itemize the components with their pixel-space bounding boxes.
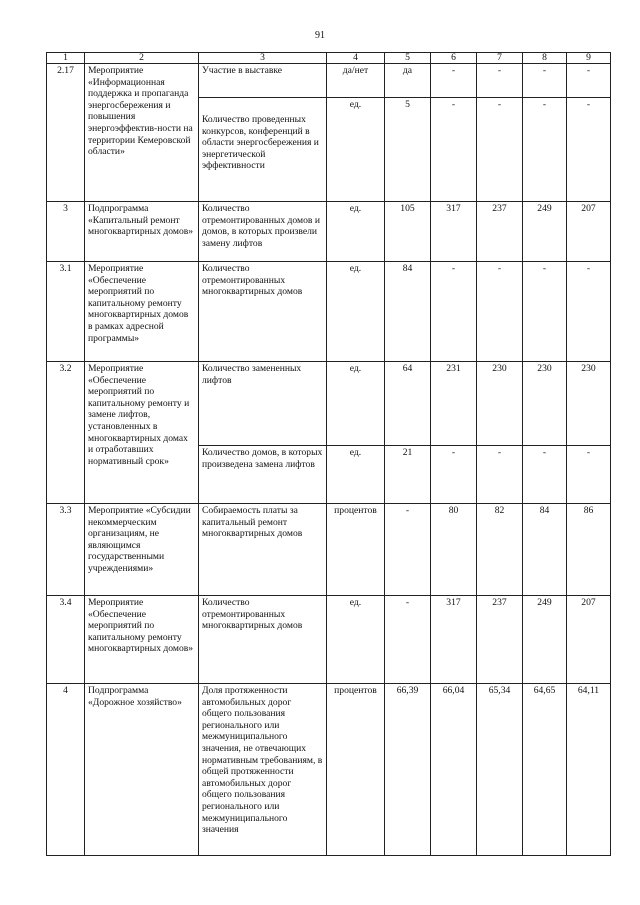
- unit-cell: ед.: [327, 596, 385, 684]
- header-cell: 5: [385, 53, 431, 64]
- table-row: [47, 504, 611, 596]
- value-cell: -: [523, 64, 567, 98]
- value-cell: -: [431, 262, 477, 362]
- header-cell: 7: [477, 53, 523, 64]
- header-cell: 2: [85, 53, 199, 64]
- header-cell: 8: [523, 53, 567, 64]
- value-cell: -: [567, 64, 611, 98]
- header-cell: 3: [199, 53, 327, 64]
- measure-name: Мероприятие «Информационная поддержка и пропаганда энергосбережения и повышения энергоэффектив-ности на территории Кемеровской области»: [85, 64, 199, 202]
- value-cell: 230: [523, 362, 567, 446]
- value-cell: 317: [431, 202, 477, 262]
- value-cell: 21: [385, 446, 431, 504]
- header-cell: 9: [567, 53, 611, 64]
- value-cell: -: [431, 98, 477, 202]
- indicator-text: Количество замененных лифтов: [199, 362, 327, 446]
- value-cell: 230: [567, 362, 611, 446]
- value-cell: -: [567, 446, 611, 504]
- header-cell: 6: [431, 53, 477, 64]
- value-cell: -: [477, 98, 523, 202]
- unit-cell: ед.: [327, 262, 385, 362]
- value-cell: 66,04: [431, 684, 477, 856]
- header-cell: 1: [47, 53, 85, 64]
- indicators-table: [46, 52, 611, 856]
- value-cell: 207: [567, 202, 611, 262]
- row-id: 3.1: [47, 262, 85, 362]
- row-id: 3.2: [47, 362, 85, 504]
- value-cell: -: [431, 446, 477, 504]
- table-row: [47, 202, 611, 262]
- row-id: 4: [47, 684, 85, 856]
- measure-name: Подпрограмма «Капитальный ремонт многоквартирных домов»: [85, 202, 199, 262]
- value-cell: 64,11: [567, 684, 611, 856]
- table-row: [47, 64, 611, 98]
- indicator-text: Количество отремонтированных домов и домов, в которых произвели замену лифтов: [199, 202, 327, 262]
- indicator-text: Собираемость платы за капитальный ремонт многоквартирных домов: [199, 504, 327, 596]
- unit-cell: процентов: [327, 684, 385, 856]
- value-cell: -: [523, 262, 567, 362]
- value-cell: да: [385, 64, 431, 98]
- value-cell: 64: [385, 362, 431, 446]
- measure-name: Мероприятие «Обеспечение мероприятий по капитальному ремонту и замене лифтов, установленных в многоквартирных домах и отработавших нормативный срок»: [85, 362, 199, 504]
- value-cell: 317: [431, 596, 477, 684]
- value-cell: 207: [567, 596, 611, 684]
- row-id: 2.17: [47, 64, 85, 202]
- indicator-text: Доля протяженности автомобильных дорог общего пользования регионального или межмуниципального значения, не отвечающих нормативным требованиям, в общей протяженности автомобильных дорог общего пользования регионального или межмуниципального значения: [199, 684, 327, 856]
- unit-cell: ед.: [327, 446, 385, 504]
- page-number: 91: [315, 30, 325, 41]
- unit-cell: процентов: [327, 504, 385, 596]
- value-cell: 231: [431, 362, 477, 446]
- table-row: [47, 262, 611, 362]
- indicator-text: Участие в выставке: [199, 64, 327, 98]
- unit-cell: ед.: [327, 202, 385, 262]
- value-cell: 82: [477, 504, 523, 596]
- table-row: [47, 684, 611, 856]
- table-row: [47, 362, 611, 446]
- unit-cell: ед.: [327, 98, 385, 202]
- value-cell: -: [523, 98, 567, 202]
- row-id: 3.4: [47, 596, 85, 684]
- value-cell: 237: [477, 202, 523, 262]
- unit-cell: да/нет: [327, 64, 385, 98]
- indicator-text: Количество отремонтированных многоквартирных домов: [199, 596, 327, 684]
- table-row: [47, 596, 611, 684]
- measure-name: Мероприятие «Субсидии некоммерческим организациям, не являющимся государственными учреждениями»: [85, 504, 199, 596]
- value-cell: 65,34: [477, 684, 523, 856]
- measure-name: Мероприятие «Обеспечение мероприятий по капитальному ремонту многоквартирных домов в рамках адресной программы»: [85, 262, 199, 362]
- value-cell: 5: [385, 98, 431, 202]
- value-cell: -: [477, 262, 523, 362]
- value-cell: -: [523, 446, 567, 504]
- value-cell: -: [477, 446, 523, 504]
- value-cell: -: [567, 98, 611, 202]
- row-id: 3.3: [47, 504, 85, 596]
- header-row: [47, 53, 611, 64]
- value-cell: 80: [431, 504, 477, 596]
- value-cell: 84: [523, 504, 567, 596]
- value-cell: 230: [477, 362, 523, 446]
- row-id: 3: [47, 202, 85, 262]
- indicator-text: Количество домов, в которых произведена замена лифтов: [199, 446, 327, 504]
- value-cell: 249: [523, 202, 567, 262]
- value-cell: -: [431, 64, 477, 98]
- value-cell: -: [385, 596, 431, 684]
- value-cell: -: [385, 504, 431, 596]
- value-cell: 249: [523, 596, 567, 684]
- value-cell: 66,39: [385, 684, 431, 856]
- value-cell: 64,65: [523, 684, 567, 856]
- header-cell: 4: [327, 53, 385, 64]
- measure-name: Мероприятие «Обеспечение мероприятий по капитальному ремонту многоквартирных домов»: [85, 596, 199, 684]
- value-cell: -: [477, 64, 523, 98]
- value-cell: 237: [477, 596, 523, 684]
- indicator-text: Количество отремонтированных многоквартирных домов: [199, 262, 327, 362]
- value-cell: 105: [385, 202, 431, 262]
- measure-name: Подпрограмма «Дорожное хозяйство»: [85, 684, 199, 856]
- value-cell: 84: [385, 262, 431, 362]
- unit-cell: ед.: [327, 362, 385, 446]
- value-cell: 86: [567, 504, 611, 596]
- indicator-text: Количество проведенных конкурсов, конференций в области энергосбережения и энергетической эффективности: [199, 98, 327, 202]
- value-cell: -: [567, 262, 611, 362]
